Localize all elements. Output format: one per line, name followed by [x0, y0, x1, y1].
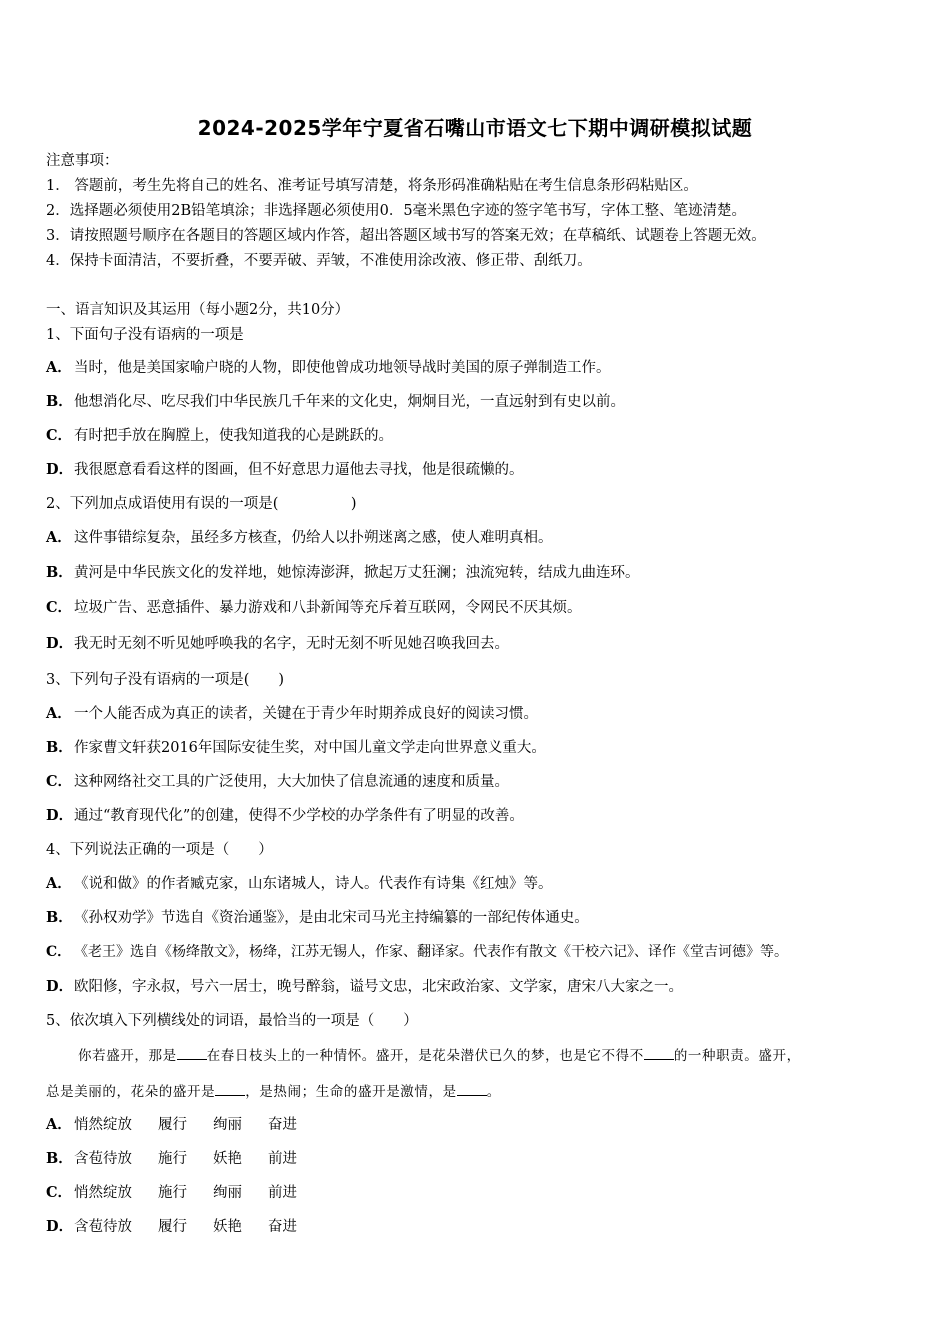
option-word: 前进 [268, 1151, 297, 1167]
option-text: 垃圾广告、恶意插件、暴力游戏和八卦新闻等充斥着互联网，令网民不厌其烦。 [74, 600, 582, 616]
option-text: 这种网络社交工具的广泛使用，大大加快了信息流通的速度和质量。 [74, 774, 509, 790]
option-text: 我无时无刻不听见她呼唤我的名字，无时无刻不听见她召唤我回去。 [74, 636, 509, 652]
passage-text: 的一种职责。盛开， [673, 1048, 801, 1064]
question-5-option-b [46, 1149, 323, 1169]
question-3-option-b [46, 738, 546, 758]
passage-text: 。 [486, 1084, 501, 1100]
option-word: 绚丽 [213, 1185, 242, 1201]
option-letter: C． [46, 944, 72, 960]
option-text: 《说和做》的作者臧克家，山东诸城人，诗人。代表作有诗集《红烛》等。 [74, 876, 553, 892]
question-5-passage-line-1 [78, 1046, 801, 1066]
question-1-option-a [46, 358, 611, 378]
option-letter: B． [46, 564, 73, 581]
option-letter: C． [46, 599, 73, 616]
option-word: 悄然绽放 [74, 1185, 132, 1201]
question-5-option-a [46, 1115, 323, 1135]
question-5-option-c [46, 1183, 323, 1203]
fill-blank [457, 1082, 487, 1096]
option-letter: C． [46, 1184, 73, 1201]
option-word: 施行 [158, 1151, 187, 1167]
question-4-option-d [46, 977, 683, 997]
option-text: 《孙权劝学》节选自《资治通鉴》，是由北宋司马光主持编纂的一部纪传体通史。 [74, 910, 589, 926]
option-word: 履行 [158, 1219, 187, 1235]
question-4-option-b [46, 908, 589, 928]
option-text: 作家曹文轩获2016年国际安徒生奖，对中国儿童文学走向世界意义重大。 [74, 740, 546, 756]
option-letter: B． [46, 1150, 73, 1167]
question-2-stem: 2、下列加点成语使用有误的一项是( ) [46, 496, 357, 512]
option-text: 他想消化尽、吃尽我们中华民族几千年来的文化史，炯炯目光，一直远射到有史以前。 [74, 394, 625, 410]
exam-title: 2024-2025学年宁夏省石嘴山市语文七下期中调研模拟试题 [197, 116, 753, 140]
option-text: 我很愿意看看这样的图画，但不好意思力逼他去寻找，他是很疏懒的。 [74, 462, 524, 478]
option-word: 奋进 [268, 1219, 297, 1235]
option-letter: C． [46, 427, 73, 444]
question-3-option-d [46, 806, 524, 826]
option-letter: B． [46, 909, 73, 926]
option-letter: D． [46, 978, 74, 995]
option-letter: A． [46, 705, 72, 722]
option-text: 这件事错综复杂，虽经多方核查，仍给人以扑朔迷离之感，使人难明真相。 [74, 530, 553, 546]
notice-item-2: 2．选择题必须使用2B铅笔填涂；非选择题必须使用0．5毫米黑色字迹的签字笔书写，字体工整、笔迹清楚。 [46, 203, 747, 219]
question-1-option-b [46, 392, 625, 412]
question-1-stem: 1、下面句子没有语病的一项是 [46, 327, 244, 343]
option-letter: A． [46, 529, 72, 546]
question-5-option-d [46, 1217, 323, 1237]
option-text: 有时把手放在胸膛上，使我知道我的心是跳跃的。 [74, 428, 393, 444]
option-word: 妖艳 [213, 1151, 242, 1167]
notice-item-4: 4．保持卡面清洁，不要折叠，不要弄破、弄皱，不准使用涂改液、修正带、刮纸刀。 [46, 253, 592, 269]
question-1-option-c [46, 426, 393, 446]
option-word: 施行 [158, 1185, 187, 1201]
option-word: 含苞待放 [74, 1219, 132, 1235]
option-letter: A． [46, 359, 72, 376]
option-letter: D． [46, 1218, 74, 1235]
question-5-stem: 5、依次填入下列横线处的词语，最恰当的一项是（ ） [46, 1013, 418, 1029]
option-letter: D． [46, 461, 74, 478]
option-letter: C． [46, 773, 73, 790]
option-word: 绚丽 [213, 1117, 242, 1133]
question-2-option-d [46, 634, 509, 654]
fill-blank [644, 1046, 674, 1060]
option-letter: D． [46, 635, 74, 652]
option-word: 含苞待放 [74, 1151, 132, 1167]
option-text: 欧阳修，字永叔，号六一居士，晚号醉翁，谥号文忠，北宋政治家、文学家，唐宋八大家之一。 [74, 979, 683, 995]
option-text: 通过“教育现代化”的创建，使得不少学校的办学条件有了明显的改善。 [74, 808, 524, 824]
question-3-stem: 3、下列句子没有语病的一项是( ) [46, 672, 285, 688]
option-word: 奋进 [268, 1117, 297, 1133]
question-2-option-c [46, 598, 582, 618]
option-text: 黄河是中华民族文化的发祥地，她惊涛澎湃，掀起万丈狂澜；浊流宛转，结成九曲连环。 [74, 565, 640, 581]
option-letter: B． [46, 739, 73, 756]
option-letter: D． [46, 807, 74, 824]
passage-text: 你若盛开，那是 [78, 1048, 177, 1064]
question-4-option-c [46, 942, 788, 962]
question-3-option-a [46, 704, 538, 724]
passage-text: ，是热闹；生命的盛开是激情，是 [245, 1084, 457, 1100]
option-text: 《老王》选自《杨绛散文》，杨绛，江苏无锡人，作家、翻译家。代表作有散文《干校六记》、译作《堂吉诃德》等。 [74, 944, 788, 960]
question-4-stem: 4、下列说法正确的一项是（ ） [46, 842, 273, 858]
question-1-option-d [46, 460, 524, 480]
option-word: 妖艳 [213, 1219, 242, 1235]
question-2-option-b [46, 563, 640, 583]
passage-text: 在春日枝头上的一种情怀。盛开，是花朵潜伏已久的梦，也是它不得不 [206, 1048, 644, 1064]
notice-heading: 注意事项： [46, 153, 119, 169]
option-letter: B． [46, 393, 73, 410]
fill-blank [177, 1046, 207, 1060]
option-word: 悄然绽放 [74, 1117, 132, 1133]
question-4-option-a [46, 874, 553, 894]
option-letter: A． [46, 875, 72, 892]
notice-item-1: 1． 答题前，考生先将自己的姓名、准考证号填写清楚，将条形码准确粘贴在考生信息条形码粘贴区。 [46, 178, 698, 194]
question-2-option-a [46, 528, 553, 548]
option-letter: A． [46, 1116, 72, 1133]
option-text: 当时，他是美国家喻户晓的人物，即使他曾成功地领导战时美国的原子弹制造工作。 [74, 360, 611, 376]
notice-item-3: 3．请按照题号顺序在各题目的答题区域内作答，超出答题区域书写的答案无效；在草稿纸、试题卷上答题无效。 [46, 228, 766, 244]
question-5-passage-line-2 [46, 1082, 501, 1102]
fill-blank [215, 1082, 245, 1096]
option-text: 一个人能否成为真正的读者，关键在于青少年时期养成良好的阅读习惯。 [74, 706, 538, 722]
section-heading: 一、语言知识及其运用（每小题2分，共10分） [46, 302, 350, 318]
option-word: 履行 [158, 1117, 187, 1133]
question-3-option-c [46, 772, 509, 792]
option-word: 前进 [268, 1185, 297, 1201]
passage-text: 总是美丽的，花朵的盛开是 [46, 1084, 216, 1100]
